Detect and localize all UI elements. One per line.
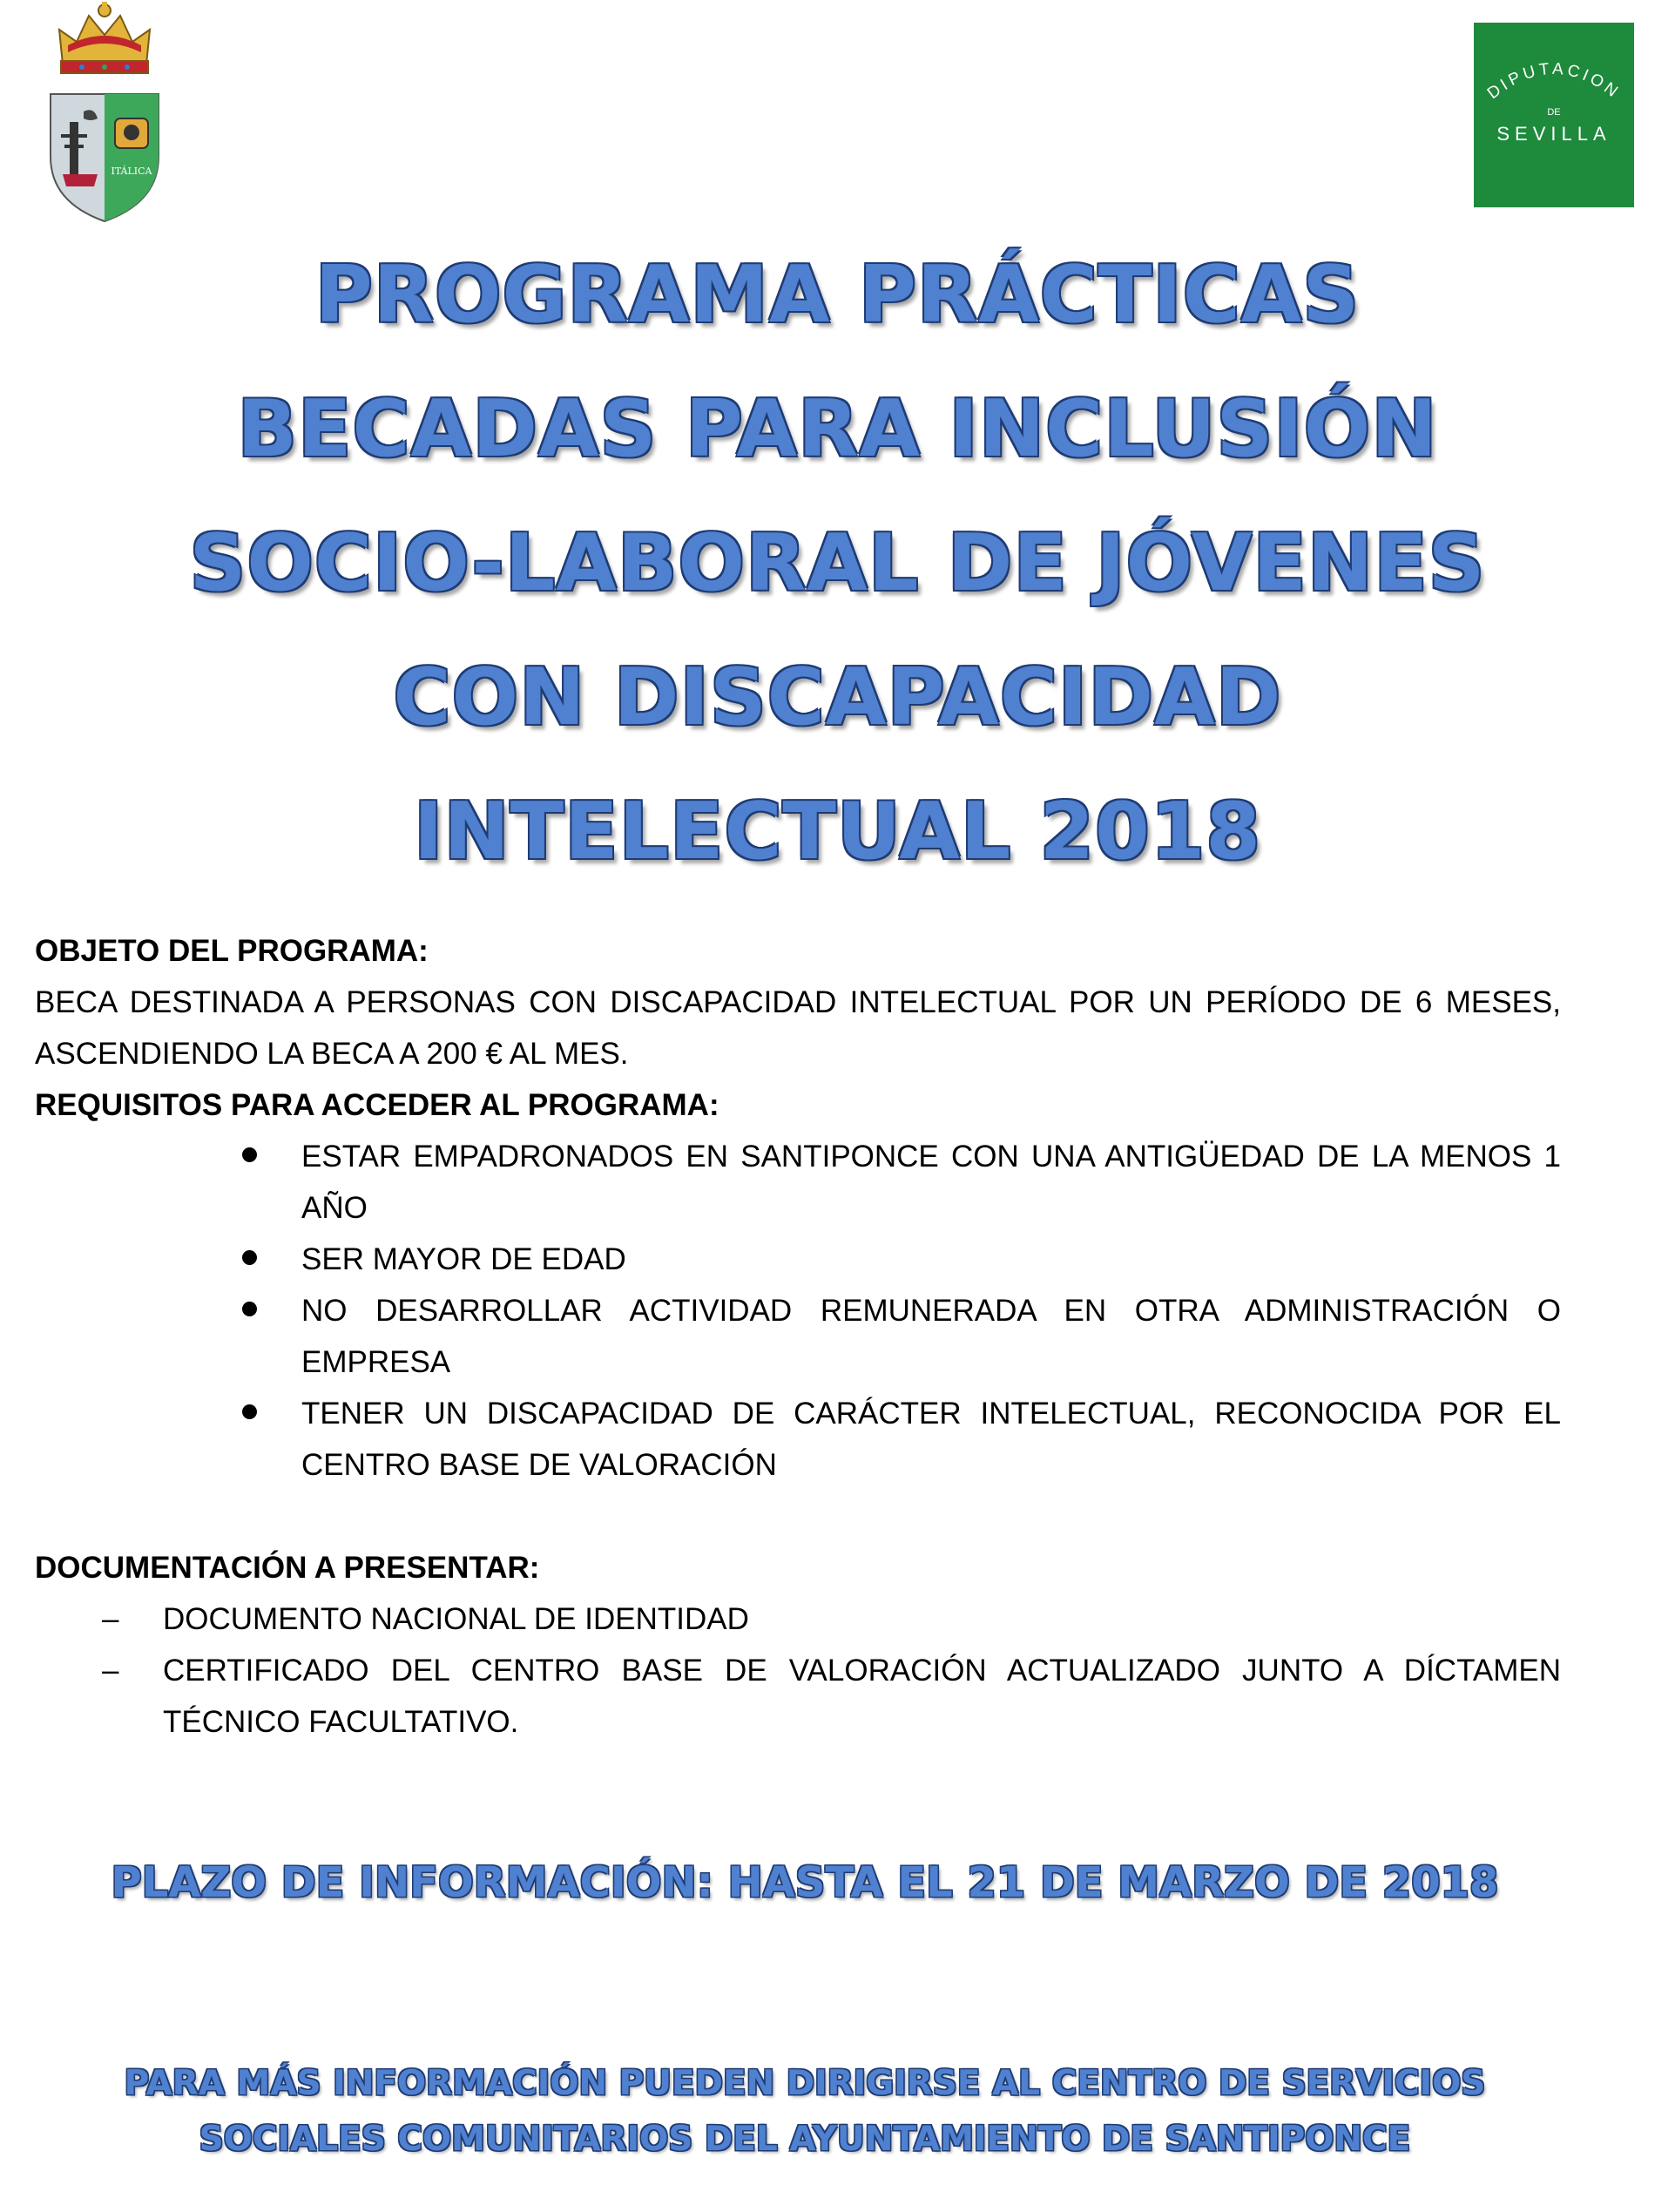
list-item-text: DOCUMENTO NACIONAL DE IDENTIDAD [163,1602,749,1636]
crest-text: ITÁLICA [111,166,152,177]
poster-body [35,925,1561,1748]
objeto-text: BECA DESTINADA A PERSONAS CON DISCAPACIDAD INTELECTUAL POR UN PERÍODO DE 6 MESES, ASCENDIENDO LA BECA A 200 € AL MES. [35,985,1561,1071]
list-item-text: SER MAYOR DE EDAD [301,1242,626,1276]
municipal-crest-logo [44,0,165,227]
list-item [301,1388,1561,1491]
list-item-text: NO DESARROLLAR ACTIVIDAD REMUNERADA EN OTRA ADMINISTRACIÓN O EMPRESA [301,1294,1561,1379]
logo-de-text: DE [1547,107,1561,118]
list-item [301,1131,1561,1234]
list-item-text: ESTAR EMPADRONADOS EN SANTIPONCE CON UNA ANTIGÜEDAD DE LA MENOS 1 AÑO [301,1140,1561,1225]
footer-info [0,2056,1610,2168]
diputacion-sevilla-logo [1474,23,1634,207]
requisitos-heading: REQUISITOS PARA ACCEDER AL PROGRAMA: [35,1088,719,1122]
title-line: CON DISCAPACIDAD [393,652,1282,743]
bullet-icon [242,1147,257,1162]
footer-line: PARA MÁS INFORMACIÓN PUEDEN DIRIGIRSE AL CENTRO DE SERVICIOS [124,2064,1486,2103]
title-line: INTELECTUAL 2018 [413,786,1262,877]
title-line: SOCIO-LABORAL DE JÓVENES [189,517,1486,609]
objeto-heading: OBJETO DEL PROGRAMA: [35,934,429,968]
bullet-icon [242,1250,257,1265]
list-item [102,1593,1561,1645]
documentacion-heading: DOCUMENTACIÓN A PRESENTAR: [35,1551,540,1585]
requisitos-list [35,1131,1561,1491]
list-item [301,1234,1561,1285]
poster-title [0,228,1675,899]
logo-sevilla-text: SEVILLA [1496,123,1611,145]
dash-marker: – [102,1602,119,1636]
list-item [102,1645,1561,1748]
bullet-icon [242,1302,257,1316]
dash-marker: – [102,1654,119,1688]
bullet-icon [242,1404,257,1419]
logo-arc-text: DIPUTACION [1483,59,1624,104]
deadline-banner: PLAZO DE INFORMACIÓN: HASTA EL 21 DE MARZO DE 2018 [111,1858,1499,1907]
list-item-text: TENER UN DISCAPACIDAD DE CARÁCTER INTELECTUAL, RECONOCIDA POR EL CENTRO BASE DE VALORACIÓN [301,1397,1561,1482]
list-item [301,1285,1561,1388]
title-line: PROGRAMA PRÁCTICAS [314,249,1361,341]
footer-line: SOCIALES COMUNITARIOS DEL AYUNTAMIENTO DE SANTIPONCE [199,2120,1411,2159]
documentacion-list [35,1593,1561,1748]
title-line: BECADAS PARA INCLUSIÓN [237,383,1438,475]
list-item-text: CERTIFICADO DEL CENTRO BASE DE VALORACIÓN ACTUALIZADO JUNTO A DÍCTAMEN TÉCNICO FACULTATIVO. [163,1654,1561,1739]
